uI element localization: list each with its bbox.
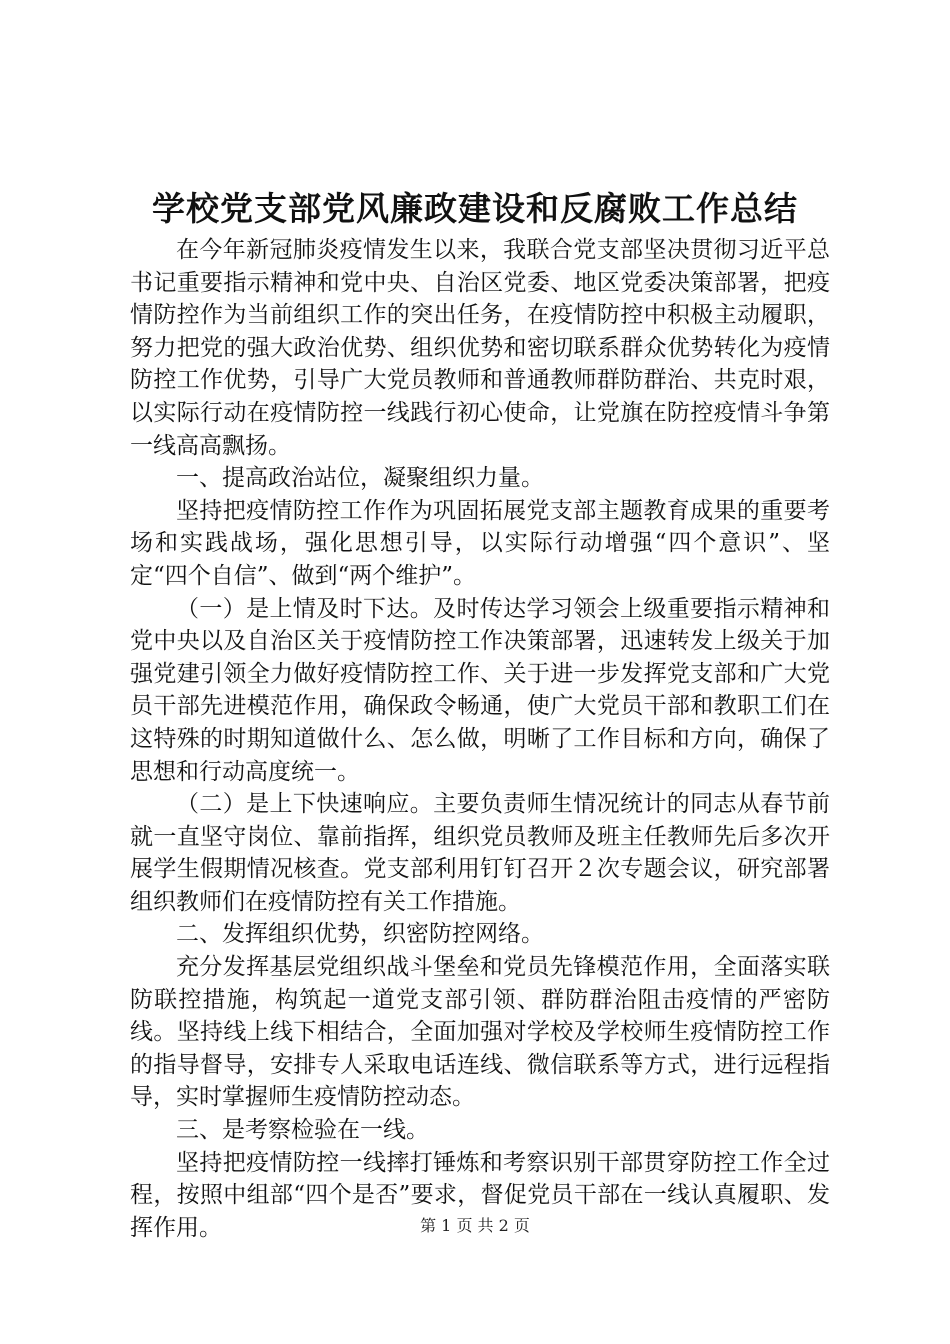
section-heading-2: 二、发挥组织优势，织密防控网络。 — [176, 921, 544, 948]
document-body — [130, 234, 830, 1244]
section-2-paragraph: 充分发挥基层党组织战斗堡垒和党员先锋模范作用，全面落实联防联控措施，构筑起一道党支部引领、群防群治阻击疫情的严密防线。坚持线上线下相结合，全面加强对学校及学校师生疫情防控工作的指导督导，安排专人采取电话连线、微信联系等方式，进行远程指导，实时掌握师生疫情防控动态。 — [130, 954, 830, 1111]
section-3-paragraph: 坚持把疫情防控一线摔打锤炼和考察识别干部贯穿防控工作全过程，按照中组部“四个是否”要求，督促党员干部在一线认真履职、发挥作用。 — [130, 1149, 830, 1241]
subsection-2-paragraph: （二）是上下快速响应。主要负责师生情况统计的同志从春节前就一直坚守岗位、靠前指挥，组织党员教师及班主任教师先后多次开展学生假期情况核查。党支部利用钉钉召开２次专题会议，研究部署组织教师们在疫情防控有关工作措施。 — [130, 791, 830, 915]
page-number-footer: 第 1 页 共 2 页 — [420, 1216, 530, 1235]
section-heading-1: 一、提高政治站位，凝聚组织力量。 — [176, 465, 544, 492]
intro-paragraph: 在今年新冠肺炎疫情发生以来，我联合党支部坚决贯彻习近平总书记重要指示精神和党中央、自治区党委、地区党委决策部署，把疫情防控作为当前组织工作的突出任务，在疫情防控中积极主动履职，努力把党的强大政治优势、组织优势和密切联系群众优势转化为疫情防控工作优势，引导广大党员教师和普通教师群防群治、共克时艰，以实际行动在疫情防控一线践行初心使命，让党旗在防控疫情斗争第一线高高飘扬。 — [130, 237, 830, 459]
section-heading-3: 三、是考察检验在一线。 — [176, 1117, 429, 1144]
document-title: 学校党支部党风廉政建设和反腐败工作总结 — [152, 189, 798, 228]
subsection-1-paragraph: （一）是上情及时下达。及时传达学习领会上级重要指示精神和党中央以及自治区关于疫情防控工作决策部署，迅速转发上级关于加强党建引领全力做好疫情防控工作、关于进一步发挥党支部和广大党员干部先进模范作用，确保政令畅通，使广大党员干部和教职工们在这特殊的时期知道做什么、怎么做，明晰了工作目标和方向，确保了思想和行动高度统一。 — [130, 595, 830, 785]
section-1-paragraph: 坚持把疫情防控工作作为巩固拓展党支部主题教育成果的重要考场和实践战场，强化思想引导，以实际行动增强“四个意识”、坚定“四个自信”、做到“两个维护”。 — [130, 497, 830, 589]
